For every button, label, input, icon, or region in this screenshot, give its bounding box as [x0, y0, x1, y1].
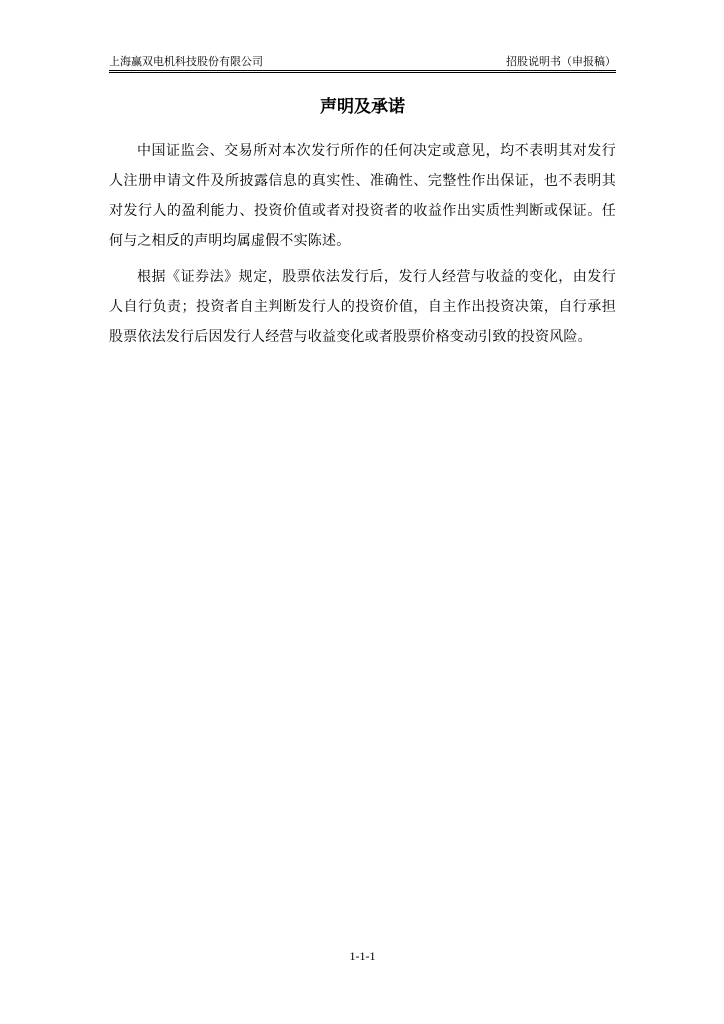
- header-divider: [109, 70, 616, 71]
- page-header: [109, 50, 616, 70]
- header-company-name: 上海赢双电机科技股份有限公司: [109, 55, 263, 68]
- header-divider-thin: [109, 72, 616, 73]
- paragraph-regulator-disclaimer: 中国证监会、交易所对本次发行所作的任何决定或意见，均不表明其对发行人注册申请文件及所披露信息的真实性、准确性、完整性作出保证，也不表明其对发行人的盈利能力、投资价值或者对投资者的收益作出实质性判断或保证。任何与之相反的声明均属虚假不实陈述。: [109, 143, 616, 249]
- document-body: [109, 136, 616, 358]
- page-title: 声明及承诺: [320, 97, 405, 117]
- paragraph-investment-risk: 根据《证券法》规定，股票依法发行后，发行人经营与收益的变化，由发行人自行负责；投资者自主判断发行人的投资价值，自主作出投资决策，自行承担股票依法发行后因发行人经营与收益变化或者股票价格变动引致的投资风险。: [109, 269, 616, 345]
- page-number: 1-1-1: [349, 949, 376, 963]
- header-document-type: 招股说明书（申报稿）: [506, 55, 616, 68]
